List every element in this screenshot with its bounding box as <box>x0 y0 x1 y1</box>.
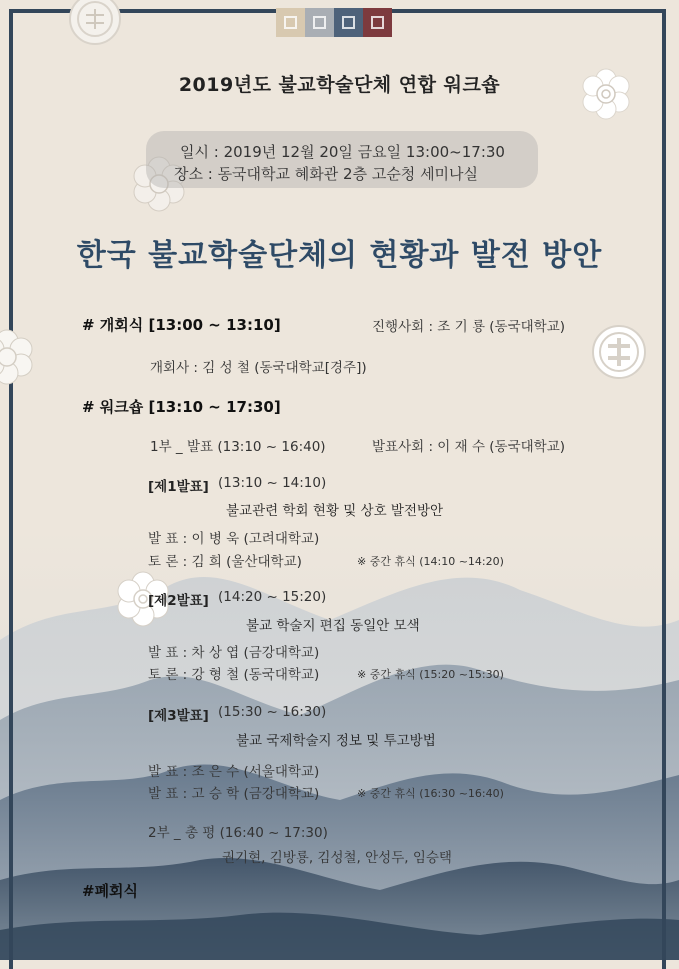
opening-host: 진행사회 : 조 기 룡 (동국대학교) <box>372 319 566 335</box>
presentation-label: [제3발표] <box>148 708 209 724</box>
swatch-gray <box>305 8 334 37</box>
part1-host: 발표사회 : 이 재 수 (동국대학교) <box>372 439 566 455</box>
presentation-discussant: 토 론 : 강 형 철 (동국대학교) <box>148 667 320 683</box>
presentation-time: (14:20 ~ 15:20) <box>218 589 327 605</box>
presentation-discussant: 발 표 : 고 승 학 (금강대학교) <box>148 786 320 802</box>
flower-medallion-icon <box>0 328 36 386</box>
presentation-discussant: 토 론 : 김 희 (울산대학교) <box>148 554 302 570</box>
swatch-burgundy <box>363 8 392 37</box>
break-note: ※ 중간 휴식 (16:30 ~16:40) <box>357 787 504 800</box>
color-swatches <box>276 8 392 37</box>
presentation-presenter: 발 표 : 차 상 엽 (금강대학교) <box>148 645 320 661</box>
event-date: 일시 : 2019년 12월 20일 금요일 13:00~17:30 <box>180 143 505 161</box>
swatch-beige <box>276 8 305 37</box>
event-place: 장소 : 동국대학교 혜화관 2층 고순청 세미나실 <box>174 165 479 183</box>
closing-heading: #폐회식 <box>82 882 139 900</box>
medallion-icon <box>591 324 647 380</box>
medallion-icon <box>68 0 122 46</box>
presentation-presenter: 발 표 : 조 은 수 (서울대학교) <box>148 764 320 780</box>
presentation-label: [제2발표] <box>148 593 209 609</box>
presentation-topic: 불교관련 학회 현황 및 상호 발전방안 <box>226 503 444 519</box>
presentation-time: (15:30 ~ 16:30) <box>218 704 327 720</box>
presentation-topic: 불교 학술지 편집 동일안 모색 <box>246 618 420 634</box>
opening-speech: 개회사 : 김 성 철 (동국대학교[경주]) <box>150 360 367 376</box>
presentation-presenter: 발 표 : 이 병 욱 (고려대학교) <box>148 531 320 547</box>
presentation-topic: 불교 국제학술지 정보 및 투고방법 <box>236 733 436 749</box>
break-note: ※ 중간 휴식 (15:20 ~15:30) <box>357 668 504 681</box>
workshop-title: 2019년도 불교학술단체 연합 워크숍 <box>178 74 501 96</box>
part2-panel: 권기현, 김방룡, 김성철, 안성두, 임승택 <box>222 850 452 866</box>
swatch-blue <box>334 8 363 37</box>
main-headline: 한국 불교학술단체의 현황과 발전 방안 <box>76 238 603 273</box>
part1-label: 1부 _ 발표 (13:10 ~ 16:40) <box>150 439 326 455</box>
presentation-time: (13:10 ~ 14:10) <box>218 475 327 491</box>
opening-heading: # 개회식 [13:00 ~ 13:10] <box>82 316 281 334</box>
presentation-label: [제1발표] <box>148 479 209 495</box>
workshop-heading: # 워크숍 [13:10 ~ 17:30] <box>82 398 281 416</box>
part2-label: 2부 _ 총 평 (16:40 ~ 17:30) <box>148 825 328 841</box>
break-note: ※ 중간 휴식 (14:10 ~14:20) <box>357 555 504 568</box>
